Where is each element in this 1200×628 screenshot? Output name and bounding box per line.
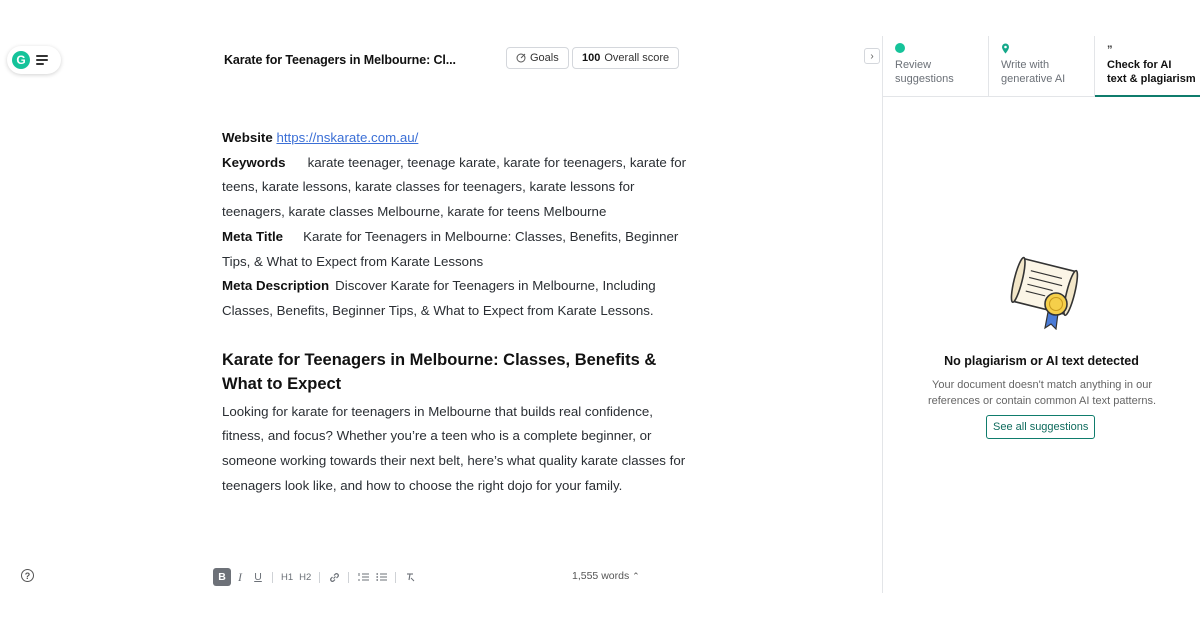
- clear-format-icon: [405, 572, 415, 582]
- meta-description-label: Meta Description: [222, 278, 330, 294]
- pin-icon: [1001, 43, 1010, 54]
- goals-button[interactable]: [506, 47, 569, 69]
- clear-format-button[interactable]: [401, 568, 419, 586]
- keywords-label: Keywords: [222, 154, 286, 170]
- bullet-list-icon: [376, 572, 387, 582]
- target-icon: [516, 53, 526, 63]
- website-label: Website: [222, 130, 273, 145]
- word-count-label: 1,555 words: [572, 570, 630, 582]
- score-label: Overall score: [604, 52, 670, 64]
- link-icon: [329, 572, 340, 583]
- website-link[interactable]: https://nskarate.com.au/: [276, 130, 419, 145]
- help-icon[interactable]: ?: [21, 569, 34, 582]
- keywords-value: karate teenager, teenage karate, karate for teenagers, karate for teens, karate lessons, karate classes for teenagers, karate lessons for teenagers, karate classes Melbourne, karate for teens Melbourne: [222, 154, 687, 220]
- ordered-list-icon: [358, 572, 369, 582]
- meta-title-value: Karate for Teenagers in Melbourne: Classes, Benefits, Beginner Tips, & What to Expect from Karate Lessons: [222, 228, 679, 269]
- see-all-suggestions-button[interactable]: See all suggestions: [986, 415, 1095, 439]
- collapse-panel-button[interactable]: [864, 48, 880, 64]
- website-line: [222, 126, 692, 151]
- panel-divider: [882, 36, 883, 593]
- meta-title-label: Meta Title: [222, 228, 284, 244]
- h2-button[interactable]: H2: [299, 571, 312, 583]
- bullet-list-button[interactable]: [372, 568, 390, 586]
- grammarly-icon: [895, 43, 905, 53]
- h1-button[interactable]: H1: [281, 571, 294, 583]
- chevron-up-icon: ⌃: [632, 571, 640, 581]
- italic-button[interactable]: I: [238, 569, 242, 584]
- logo-letter: G: [16, 53, 26, 67]
- toolbar-divider: [319, 572, 320, 583]
- result-description: Your document doesn't match anything in our references or contain common AI text patterns.: [927, 379, 1157, 407]
- tab-label-line1: Review: [895, 59, 932, 71]
- tab-write-with-ai[interactable]: [989, 36, 1095, 96]
- document-title[interactable]: Karate for Teenagers in Melbourne: Cl...: [224, 53, 456, 67]
- tab-label-line2: generative AI: [1001, 73, 1066, 85]
- result-title: No plagiarism or AI text detected: [944, 354, 1139, 368]
- ordered-list-button[interactable]: [354, 568, 372, 586]
- chevron-right-icon: ›: [870, 50, 874, 62]
- meta-description-line: [222, 274, 692, 323]
- tab-label-line1: Check for AI: [1107, 59, 1172, 71]
- tab-check-ai-plagiarism[interactable]: [1095, 36, 1200, 96]
- word-count-button[interactable]: [572, 570, 640, 582]
- scroll-award-illustration: [1000, 254, 1084, 330]
- grammarly-logo-icon[interactable]: [12, 51, 30, 69]
- goals-label: Goals: [530, 52, 559, 64]
- menu-icon[interactable]: [36, 55, 50, 65]
- score-value: 100: [582, 52, 601, 64]
- meta-title-line: [222, 225, 692, 274]
- overall-score-button[interactable]: [572, 47, 679, 69]
- section-heading: Karate for Teenagers in Melbourne: Classes, Benefits & What to Expect: [222, 350, 657, 393]
- document-body[interactable]: [222, 126, 692, 498]
- underline-button[interactable]: U: [254, 571, 262, 583]
- meta-description-value: Discover Karate for Teenagers in Melbourne, Including Classes, Benefits, Beginner Tips, & What to Expect from Karate Lessons.: [222, 278, 656, 318]
- tab-review-suggestions[interactable]: [883, 36, 989, 96]
- tab-label-line1: Write with: [1001, 59, 1050, 71]
- format-toolbar: [213, 568, 419, 586]
- floating-toolbar: [7, 46, 61, 74]
- intro-paragraph: Looking for karate for teenagers in Melbourne that builds real confidence, fitness, and focus? Whether you’re a teen who is a complete beginner, or someone working towards their next belt, here’s what quality karate classes for teenagers look like, and how to choose the right dojo for your family.: [222, 403, 686, 493]
- tab-label-line2: text & plagiarism: [1107, 73, 1196, 85]
- keywords-line: [222, 151, 692, 225]
- toolbar-divider: [348, 572, 349, 583]
- toolbar-divider: [395, 572, 396, 583]
- toolbar-divider: [272, 572, 273, 583]
- panel-tabs: [883, 36, 1200, 97]
- link-button[interactable]: [325, 568, 343, 586]
- tab-label-line2: suggestions: [895, 73, 954, 85]
- bold-button[interactable]: B: [213, 568, 231, 586]
- quote-icon: ”: [1107, 44, 1113, 56]
